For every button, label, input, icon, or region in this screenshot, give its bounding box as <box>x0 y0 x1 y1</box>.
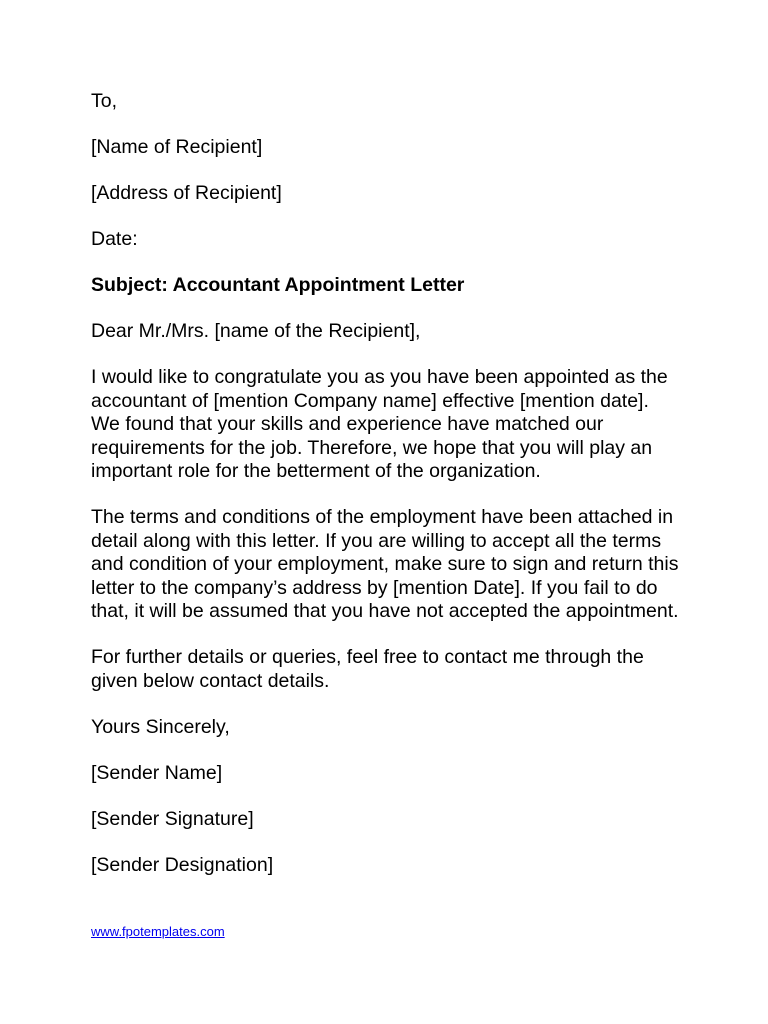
closing: Yours Sincerely, <box>91 715 230 738</box>
date-line: Date: <box>91 228 138 250</box>
subject-line: Subject: Accountant Appointment Letter <box>91 274 465 296</box>
salutation: Dear Mr./Mrs. [name of the Recipient], <box>91 320 421 342</box>
body-paragraph-2: The terms and conditions of the employment have been attached in detail along with this letter. If you are willing to accept all the terms and condition of your employment, make sure to sign and return this letter to the company’s address by [mention Date]. If you fail to do that, it will be assumed that you have not accepted the appointment. <box>91 506 679 622</box>
sender-designation: [Sender Designation] <box>91 853 274 876</box>
website-link[interactable]: www.fpotemplates.com <box>91 924 225 939</box>
recipient-name: [Name of Recipient] <box>91 136 263 158</box>
body-paragraph-1: I would like to congratulate you as you have been appointed as the accountant of [mention Company name] effective [mention date]. We found that your skills and experience have matched our requirements for the job. Therefore, we hope that you will play an important role for the betterment of the organization. <box>91 366 668 482</box>
body-paragraph-3: For further details or queries, feel free to contact me through the given below contact details. <box>91 646 644 692</box>
sender-name: [Sender Name] <box>91 761 223 784</box>
recipient-address: [Address of Recipient] <box>91 182 282 204</box>
to-line: To, <box>91 90 118 112</box>
sender-signature: [Sender Signature] <box>91 807 254 830</box>
letter-body <box>91 90 681 900</box>
